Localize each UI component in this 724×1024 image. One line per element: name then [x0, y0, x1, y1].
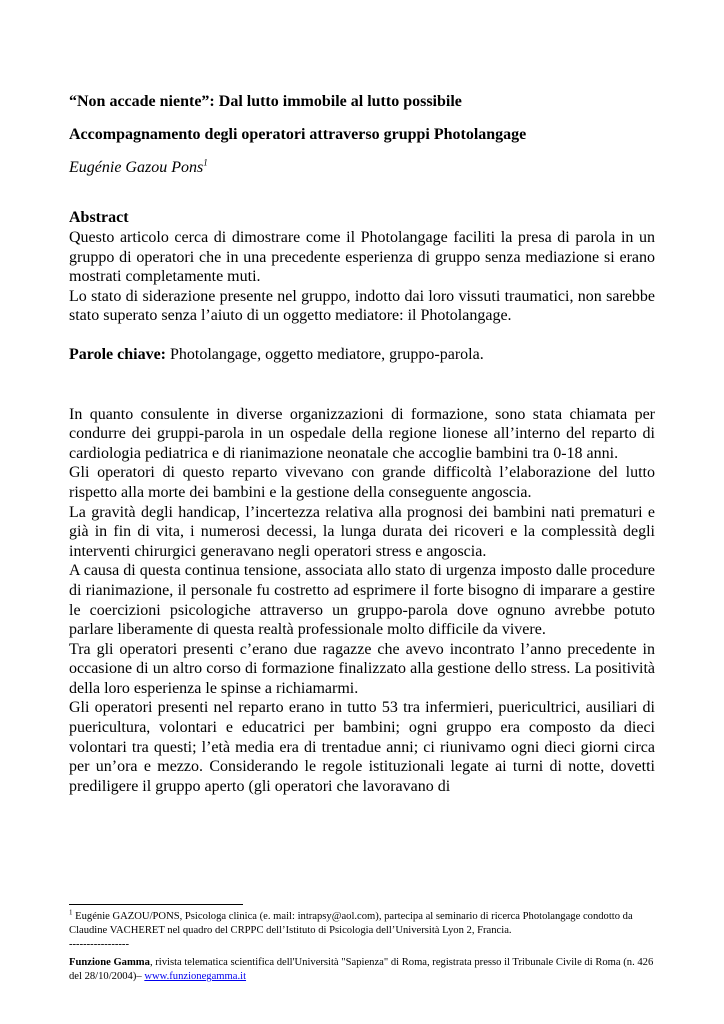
- footnote-divider: [69, 904, 243, 905]
- keywords-label: Parole chiave:: [69, 345, 167, 363]
- article-body: [69, 405, 655, 797]
- article-subtitle: Accompagnamento degli operatori attraverso gruppi Photolangage: [69, 126, 527, 143]
- keywords: [69, 345, 655, 365]
- body-paragraph: In quanto consulente in diverse organizzazioni di formazione, sono stata chiamata per condurre dei gruppi-parola in un ospedale della regione lionese all’interno del reparto di cardiologia pediatrica e di rianimazione neonatale che accoglie bambini tra 0-18 anni.: [69, 405, 655, 462]
- abstract-heading: Abstract: [69, 209, 129, 226]
- journal-name: Funzione Gamma: [69, 957, 150, 968]
- body-paragraph: Gli operatori di questo reparto vivevano con grande difficoltà l’elaborazione del lutto rispetto alla morte dei bambini e la gestione della conseguente angoscia.: [69, 464, 655, 501]
- author-line: [69, 158, 655, 178]
- body-paragraph: A causa di questa continua tensione, associata allo stato di urgenza imposto dalle procedure di rianimazione, il personale fu costretto ad esprimere il forte bisogno di imparare a gestire le coercizioni psicologiche attraverso un gruppo-parola dove ognuno avrebbe potuto parlare liberamente di questa realtà professionale molto difficile da vivere.: [69, 562, 655, 639]
- journal-footer: [69, 956, 655, 984]
- footnote-area: [69, 910, 655, 984]
- footer-separator: -----------------: [69, 939, 129, 950]
- body-paragraph: La gravità degli handicap, l’incertezza relativa alla prognosi dei bambini nati prematuri e già in fin di vita, i numerosi decessi, la lunga durata dei ricoveri e la complessità degli interventi chirurgici generavano negli operatori stress e angoscia.: [69, 503, 655, 560]
- journal-link[interactable]: www.funzionegamma.it: [144, 971, 247, 982]
- body-paragraph: Gli operatori presenti nel reparto erano in tutto 53 tra infermieri, puericultrici, ausiliari di puericultura, volontari e educatrici per bambini; ogni gruppo era composto da dieci volontari tra questi; l’età media era di trentadue anni; ci riunivamo ogni dieci giorni circa per un’ora e mezzo. Considerando le regole istituzionali legate ai turni di notte, dovetti prediligere il gruppo aperto (gli operatori che lavoravano di: [69, 699, 655, 795]
- document-page: [69, 92, 655, 796]
- footnote-marker: 1: [69, 908, 73, 917]
- article-title: “Non accade niente”: Dal lutto immobile al lutto possibile: [69, 93, 462, 110]
- abstract-paragraph: Lo stato di siderazione presente nel gruppo, indotto dai loro vissuti traumatici, non sarebbe stato superato senza l’aiuto di un oggetto mediatore: il Photolangage.: [69, 287, 655, 325]
- footnote-body: Eugénie GAZOU/PONS, Psicologa clinica (e. mail: intrapsy@aol.com), partecipa al seminario di ricerca Photolangage condotto da Claudine VACHERET nel quadro del CRPPC dell’Istituto di Psicologia dell’Università Lyon 2, Francia.: [69, 911, 633, 936]
- author-name: Eugénie Gazou Pons: [69, 159, 204, 176]
- footnote-text: [69, 910, 655, 938]
- footnote-ref[interactable]: 1: [203, 157, 208, 168]
- abstract-paragraph: Questo articolo cerca di dimostrare come il Photolangage faciliti la presa di parola in un gruppo di operatori che in una precedente esperienza di gruppo senza mediazione si erano mostrati completamente muti.: [69, 229, 655, 286]
- journal-description: , rivista telematica scientifica dell'Università "Sapienza" di Roma, registrata presso il Tribunale Civile di Roma (n. 426 del 28/10/2004)–: [69, 957, 654, 982]
- keywords-text: Photolangage, oggetto mediatore, gruppo-parola.: [166, 345, 484, 363]
- body-paragraph: Tra gli operatori presenti c’erano due ragazze che avevo incontrato l’anno precedente in occasione di un altro corso di formazione finalizzato alla gestione dello stress. La positività della loro esperienza le spinse a richiamarmi.: [69, 640, 655, 697]
